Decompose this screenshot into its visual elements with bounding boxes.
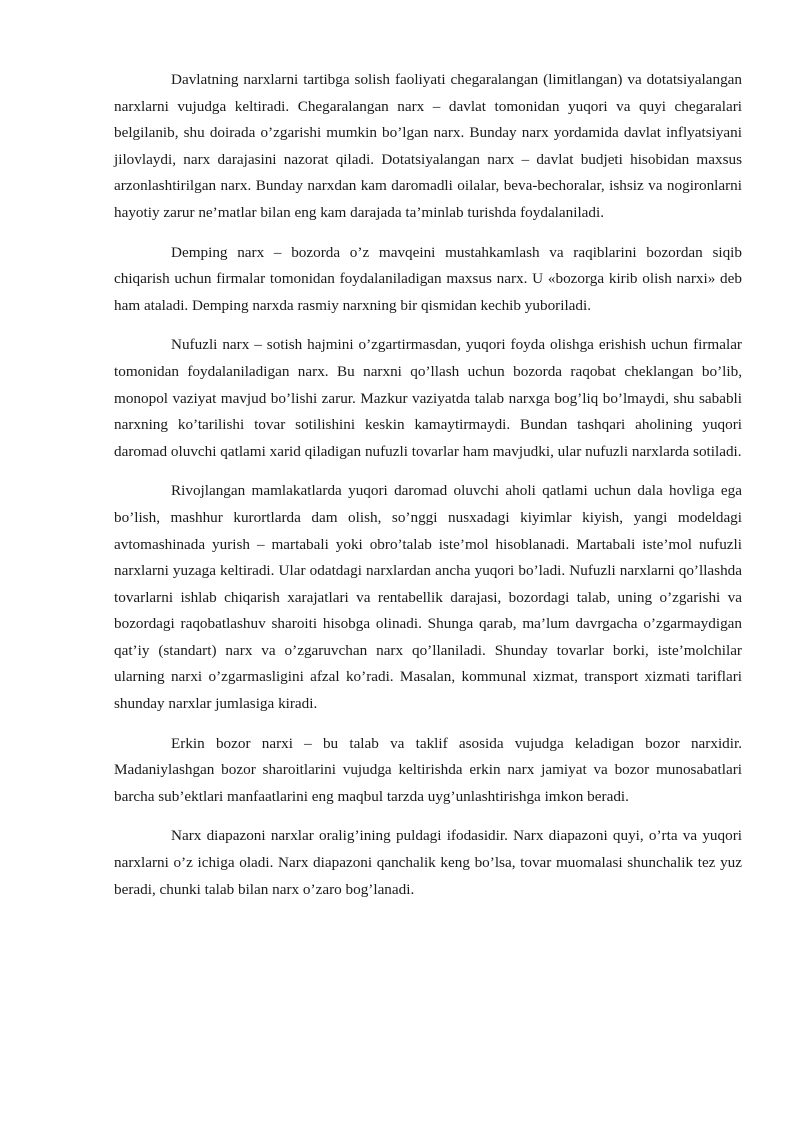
paragraph-prestige-consumption: Rivojlangan mamlakatlarda yuqori daromad oluvchi aholi qatlami uchun dala hovliga ega bo’lish, mashhur kurortlarda dam olish, so’nggi nusxadagi kiyimlar kiyish, yangi modeldagi avtomashinada yurish – martabali yoki obro’talab iste’mol hisoblanadi. Martabali iste’mol nufuzli narxlarni yuzaga keltiradi. Ular odatdagi narxlardan ancha yuqori bo’ladi. Nufuzli narxlarni qo’llashda tovarlarni ishlab chiqarish xarajatlari va rentabellik darajasi, bozordagi talab, uning o’zgarishi va bozordagi raqobatlashuv sharoiti hisobga olinadi. Shunga qarab, ma’lum davrgacha o’zgarmaydigan qat’iy (standart) narx va o’zgaruvchan narx qo’llaniladi. Shunday tovarlar borki, iste’molchilar ularning narxi o’zgarmasligini afzal ko’radi. Masalan, kommunal xizmat, transport xizmati tariflari shunday narxlar jumlasiga kiradi. bbox=[114, 482, 742, 713]
paragraph-price-range: Narx diapazoni narxlar oralig’ining puldagi ifodasidir. Narx diapazoni quyi, o’rta va yuqori narxlarni o’z ichiga oladi. Narx diapazoni qanchalik keng bo’lsa, tovar muomalasi shunchalik tez yuz beradi, chunki talab bilan narx o’zaro bog’lanadi. bbox=[114, 827, 742, 898]
paragraph-dumping-price: Demping narx – bozorda o’z mavqeini mustahkamlash va raqiblarini bozordan siqib chiqarish uchun firmalar tomonidan foydalaniladigan maxsus narx. U «bozorga kirib olish narxi» deb ham ataladi. Demping narxda rasmiy narxning bir qismidan kechib yuboriladi. bbox=[114, 243, 742, 314]
paragraph-free-market-price: Erkin bozor narxi – bu talab va taklif asosida vujudga keladigan bozor narxidir. Madaniylashgan bozor sharoitlarini vujudga keltirishda erkin narx jamiyat va bozor munosabatlari barcha sub’ektlari manfaatlarini eng maqbul tarzda uyg’unlashtirishga imkon beradi. bbox=[114, 734, 742, 805]
paragraph-prestige-price: Nufuzli narx – sotish hajmini o’zgartirmasdan, yuqori foyda olishga erishish uchun firmalar tomonidan foydalaniladigan narx. Bu narxni qo’llash uchun bozorda raqobat cheklangan bo’lib, monopol vaziyat mavjud bo’lishi zarur. Mazkur vaziyatda talab narxga bog’liq bo’lmaydi, shu sababli narxning ko’tarilishi tovar sotilishini keskin kamaytirmaydi. Bundan tashqari aholining yuqori daromad oluvchi qatlami xarid qiladigan nufuzli tovarlar ham mavjudki, ular nufuzli narxlarda sotiladi. bbox=[114, 336, 742, 460]
paragraph-state-price-regulation: Davlatning narxlarni tartibga solish faoliyati chegaralangan (limitlangan) va dotatsiyalangan narxlarni vujudga keltiradi. Chegaralangan narx – davlat tomonidan yuqori va quyi chegaralari belgilanib, shu doirada o’zgarishi mumkin bo’lgan narx. Bunday narx yordamida davlat inflyatsiyani jilovlaydi, narx darajasini nazorat qiladi. Dotatsiyalangan narx – davlat budjeti hisobidan maxsus arzonlashtirilgan narx. Bunday narxdan kam daromadli oilalar, beva-bechoralar, ishsiz va nogironlarni hayotiy zarur ne’matlar bilan eng kam darajada ta’minlab turishda foydalaniladi. bbox=[114, 71, 742, 221]
document-page bbox=[114, 67, 742, 916]
